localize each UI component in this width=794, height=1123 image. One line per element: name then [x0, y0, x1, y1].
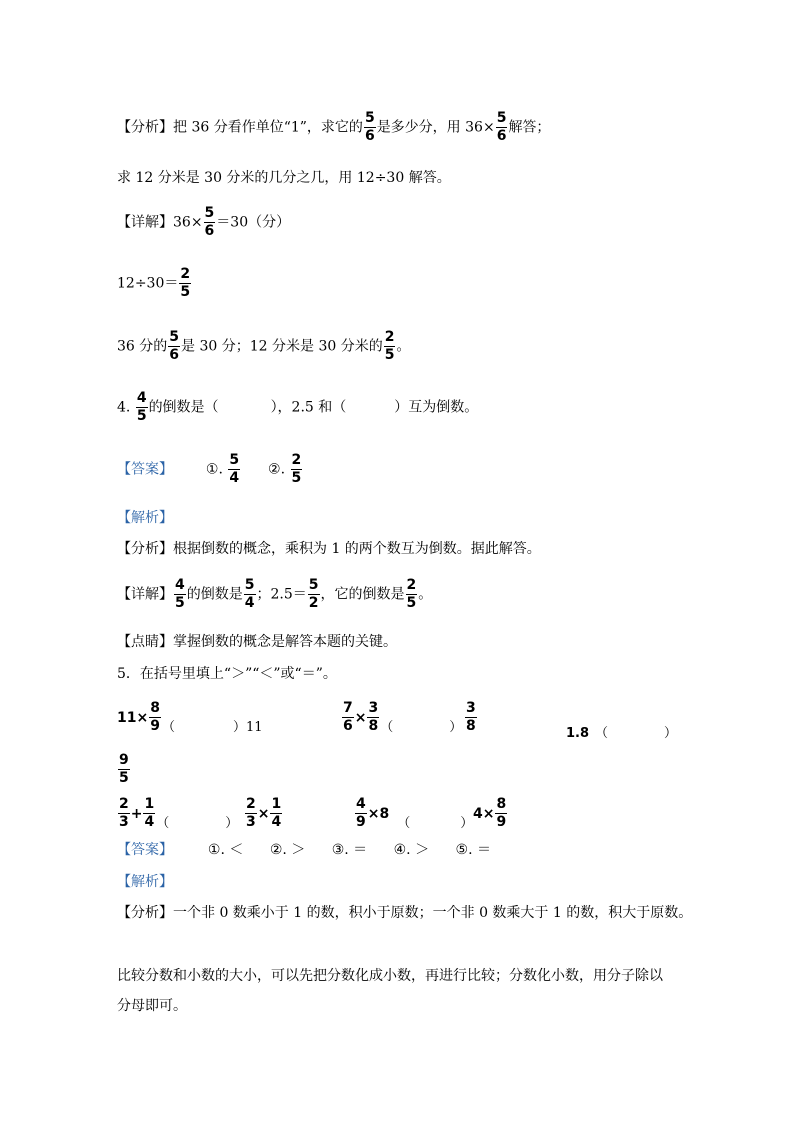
compare-item-3-rhs	[117, 752, 131, 787]
fraction: $\frac{5}{6}$	[169, 329, 180, 363]
answer-line-4: 【答案】 ①. $\frac{5}{4}$ ②. $\frac{2}{5}$	[117, 452, 302, 486]
fraction: $\frac{3}{8}$	[466, 700, 476, 734]
fraction: $\frac{8}{9}$	[496, 796, 507, 830]
paragraph-line-1: 比较分数和小数的大小，可以先把分数化成小数，再进行比较；分数化小数，用分子除以	[117, 968, 663, 984]
dianjing-line-4: 【点睛】掌握倒数的概念是解答本题的关键。	[117, 634, 397, 650]
compare-item-3: 1.8 （ ）	[566, 726, 678, 741]
jiexi-tag-5: 【解析】	[117, 874, 173, 890]
compare-item-5: $\frac{4}{9}$ $\times 8_($ $_)$	[356, 796, 474, 831]
fraction: $\frac{2}{5}$	[291, 452, 302, 486]
fraction: $\frac{8}{9}$	[150, 700, 160, 734]
detail-line-4: 【详解】 $\frac{4}{5}$ 的倒数是 $\frac{5}{4}$ ；2.5＝ $\frac{5}{2}$ ，它的倒数是 $\frac{2}{5}$ 。	[117, 577, 433, 611]
detail-tag: 【详解】	[117, 214, 173, 231]
fraction: $\frac{1}{4}$	[144, 796, 155, 830]
analysis-line-1	[117, 110, 550, 145]
fraction: $\frac{2}{3}$	[246, 796, 256, 830]
fraction: $\frac{5}{2}$	[308, 577, 319, 611]
jiexi-tag-4: 【解析】	[117, 510, 173, 526]
analysis-line-2: 求 12 分米是 30 分米的几分之几，用 12÷30 解答。	[117, 170, 451, 186]
compare-item-2: $\frac{7}{6}$ × $\frac{3}{8}$ $_($ $_)$	[343, 700, 463, 735]
compare-item-2-rhs	[464, 700, 478, 735]
fraction: $\frac{4}{9}$	[356, 796, 366, 830]
fraction: $\frac{4}{5}$	[175, 577, 185, 611]
analysis-tag: 【分析】	[117, 119, 173, 136]
analysis-text: 解答；	[508, 119, 551, 136]
compare-item-5-rhs: 4× $\frac{8}{9}$	[473, 796, 507, 830]
analysis-text: 是多少分，用 36×	[376, 119, 495, 136]
fraction: $\frac{5}{6}$	[204, 205, 215, 239]
fraction: $\frac{4}{5}$	[136, 390, 147, 424]
question-5: 5．在括号里填上“＞”“＜”或“＝”。	[117, 666, 337, 682]
fraction: $\frac{5}{4}$	[229, 452, 240, 486]
fraction: $\frac{9}{5}$	[119, 752, 129, 786]
answer-tag: 【答案】	[117, 842, 173, 858]
answer-line-5: 【答案】 ①. ＜ ②. ＞ ③. ＝ ④. ＞ ⑤. ＝	[117, 842, 491, 858]
fraction: $\frac{2}{5}$	[180, 266, 191, 300]
fraction: $\frac{3}{8}$	[368, 700, 379, 734]
fenxi-line-4: 【分析】根据倒数的概念，乘积为 1 的两个数互为倒数。据此解答。	[117, 541, 541, 557]
compare-item-1: 11× $\frac{8}{9}$ $_($ $_{)11}$	[117, 700, 263, 735]
fraction: $\frac{2}{5}$	[384, 329, 395, 363]
fraction: $\frac{5}{4}$	[244, 577, 255, 611]
detail-line-1: 【详解】36× $\frac{5}{6}$ ＝30（分）	[117, 205, 291, 239]
fraction: $\frac{5}{6}$	[364, 110, 375, 144]
fenxi-line-5: 【分析】一个非 0 数乘小于 1 的数，积小于原数；一个非 0 数乘大于 1 的数，积大于原数。	[117, 905, 693, 921]
question-4: 4. $\frac{4}{5}$ 的倒数是（ ），2.5 和（ ）互为倒数。	[117, 390, 479, 424]
detail-line-3: 36 分的 $\frac{5}{6}$ 是 30 分；12 分米是 30 分米的 $\frac{2}{5}$ 。	[117, 329, 411, 363]
analysis-text: 把 36 分看作单位“1”，求它的	[173, 119, 363, 136]
paragraph-line-2: 分母即可。	[117, 998, 187, 1014]
detail-line-2: 12÷30＝ $\frac{2}{5}$	[117, 266, 191, 300]
compare-item-4-rhs: $\frac{2}{3}$ × $\frac{1}{4}$	[246, 796, 282, 830]
fraction: $\frac{7}{6}$	[343, 700, 353, 734]
answer-tag: 【答案】	[117, 461, 173, 478]
fraction: $\frac{2}{3}$	[119, 796, 129, 830]
compare-item-4: $\frac{2}{3}$ + $\frac{1}{4}$ $_($ $_)$	[119, 796, 239, 831]
fraction: $\frac{2}{5}$	[406, 577, 417, 611]
fraction: $\frac{5}{6}$	[496, 110, 507, 144]
fraction: $\frac{1}{4}$	[271, 796, 282, 830]
question-number: 4.	[117, 399, 131, 416]
